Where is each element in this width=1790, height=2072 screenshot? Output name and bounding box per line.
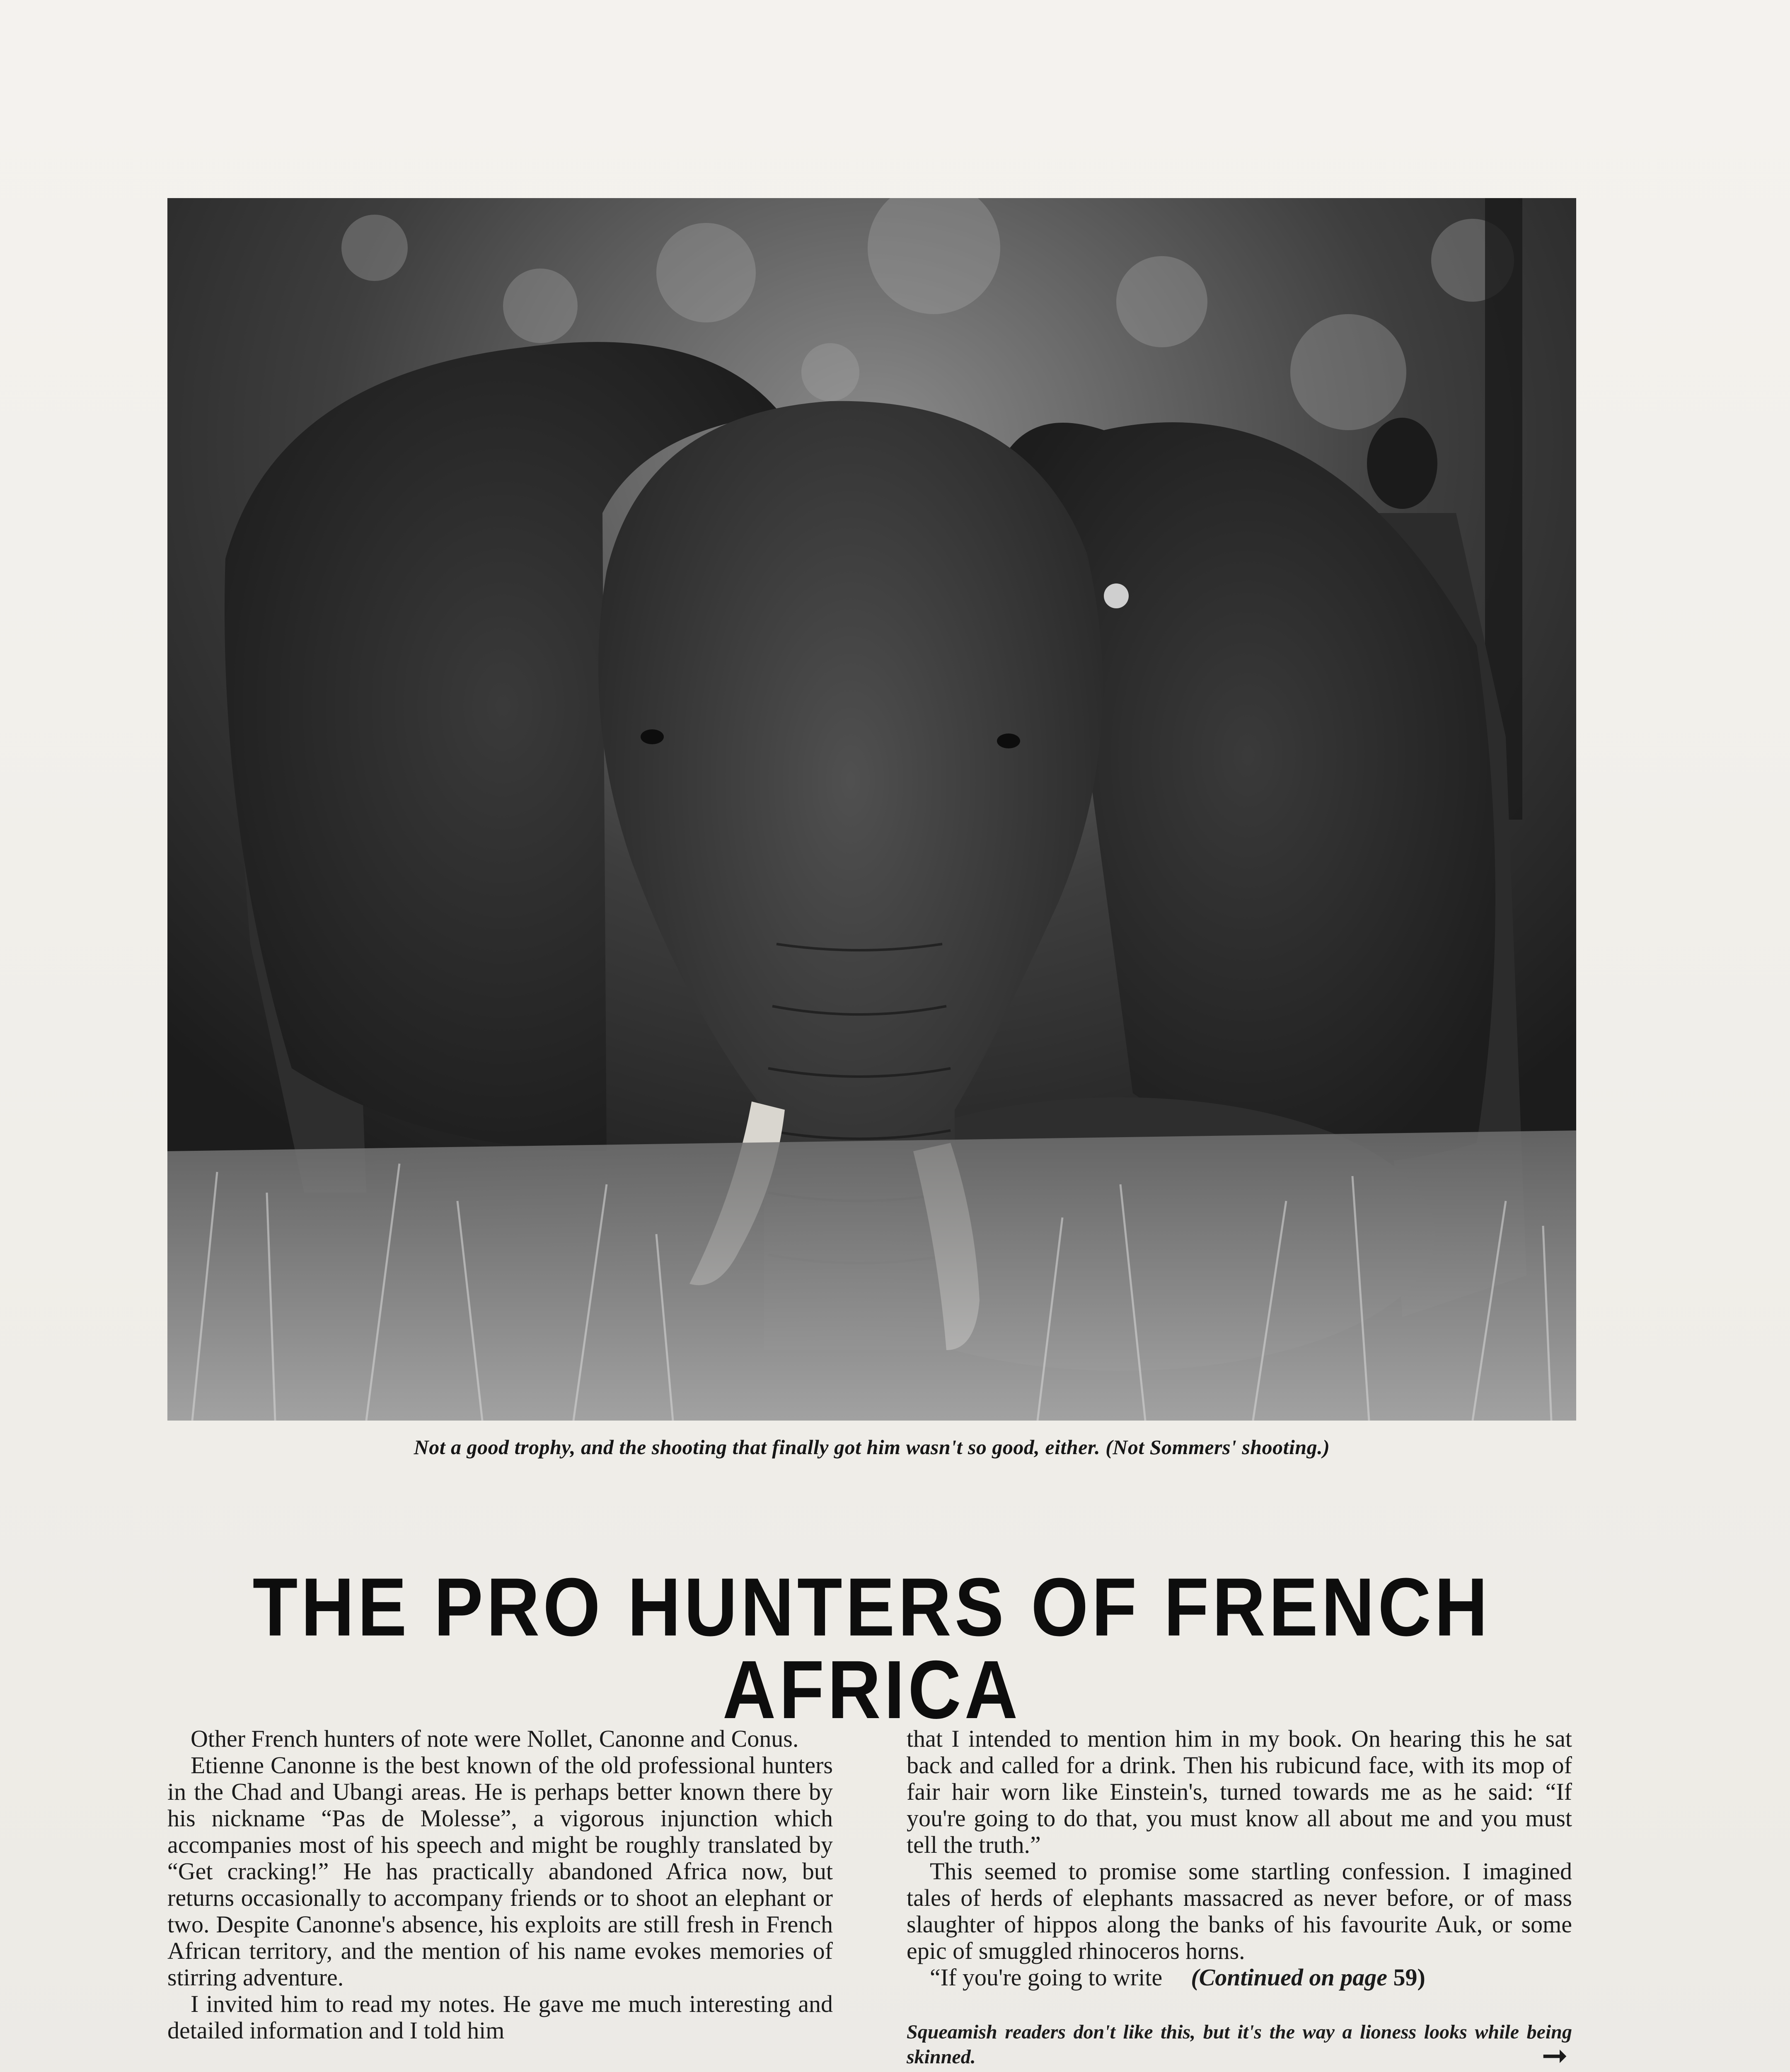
paragraph-canonne: Etienne Canonne is the best known of the old professional hunters in the Chad and Ubangi areas. He is perhaps better known there by his nickname “Pas de Molesse”, a vigorous injunction which accompanies most of his speech and might be roughly translated by “Get cracking!” He has practically abandoned Africa now, but returns occasionally to accompany friends or to shoot an elephant or two. Despite Canonne's absence, his exploits are still fresh in French African territory, and the mention of his name evokes memories of stirring adventure. bbox=[167, 1752, 833, 1991]
continued-label: (Continued on page bbox=[1191, 1964, 1388, 1991]
elephant-photo bbox=[167, 198, 1576, 1421]
last-line-text: “If you're going to write bbox=[930, 1964, 1163, 1991]
paragraph-mention: that I intended to mention him in my book. On hearing this he sat back and called for a drink. Then his rubicund face, with its mop of fair hair worn like Einstein's, turned towards me as he said: “If you're going to do that, you must know all about me and you must tell the truth.” bbox=[907, 1725, 1572, 1858]
paragraph-nollet: Other French hunters of note were Nollet, Canonne and Conus. bbox=[191, 1725, 799, 1752]
lioness-caption-text: Squeamish readers don't like this, but it's the way a lioness looks while being skinned. bbox=[907, 2021, 1572, 2068]
paragraph-notes: I invited him to read my notes. He gave me much interesting and detailed information and I told him bbox=[167, 1990, 833, 2044]
article-headline: THE PRO HUNTERS OF FRENCH AFRICA bbox=[252, 1561, 1491, 1736]
arrow-right-icon: ➞ bbox=[1541, 2037, 1568, 2072]
continued-page-number: 59) bbox=[1393, 1964, 1425, 1991]
article-column-left bbox=[167, 1726, 833, 2044]
paragraph-continued-line bbox=[907, 1964, 1572, 1991]
elephant-photo-illustration bbox=[167, 198, 1576, 1421]
article-column-right bbox=[907, 1726, 1572, 2070]
lioness-caption bbox=[907, 2020, 1572, 2070]
photo-caption: Not a good trophy, and the shooting that finally got him wasn't so good, either. (Not Sommers' shooting.) bbox=[414, 1435, 1330, 1459]
paragraph-confession: This seemed to promise some startling confession. I imagined tales of herds of elephants massacred as never before, or of mass slaughter of hippos along the banks of his favourite Auk, or some epic of smuggled rhinoceros horns. bbox=[907, 1858, 1572, 1964]
